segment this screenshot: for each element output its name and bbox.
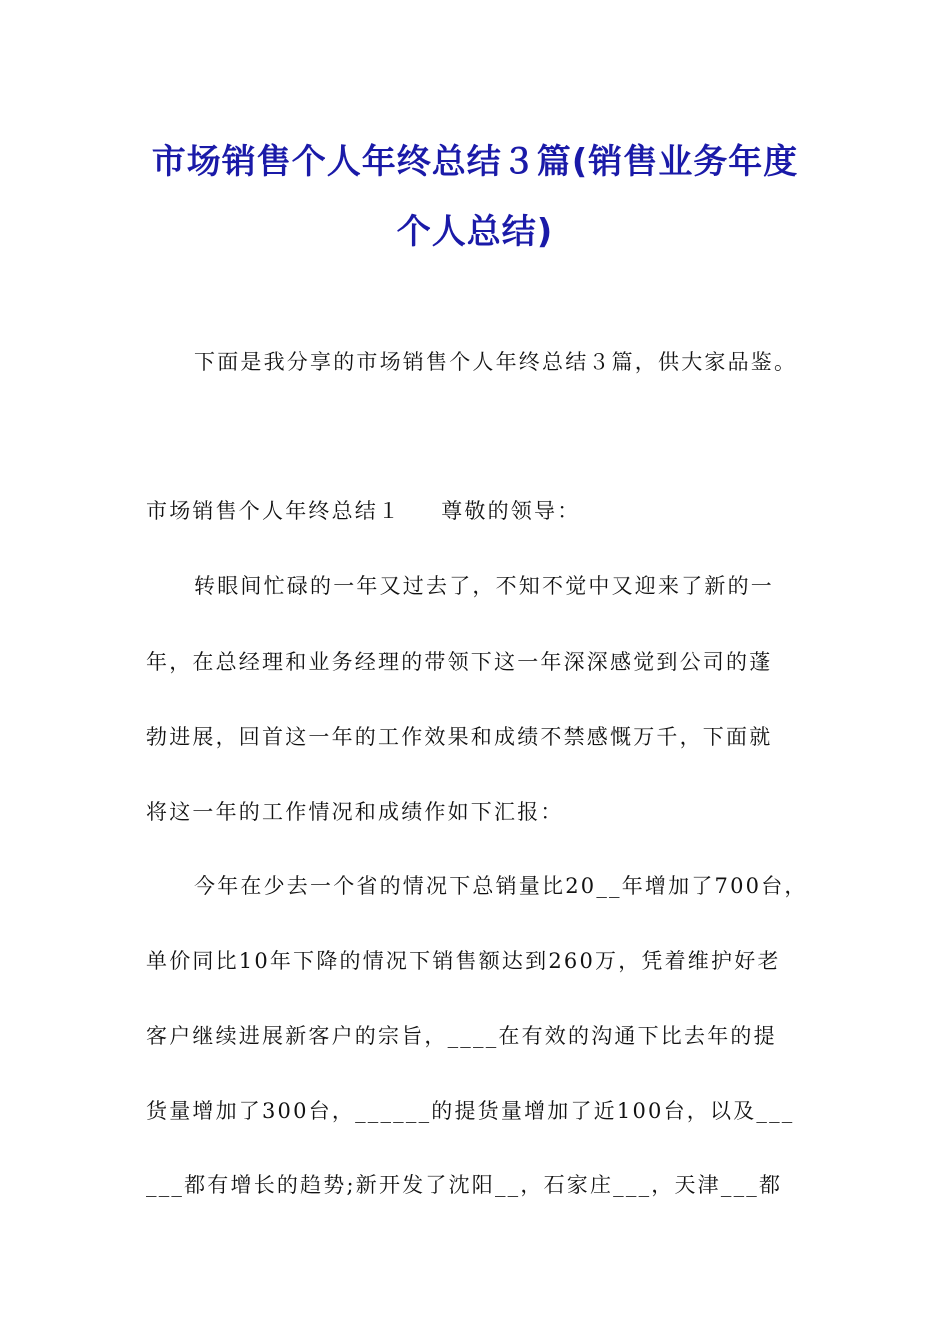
body-line-2: 年，在总经理和业务经理的带领下这一年深深感觉到公司的蓬 [146,650,773,674]
body-line-9: ___都有增长的趋势;新开发了沈阳__，石家庄___，天津___都 [146,1173,783,1197]
body-line-4: 将这一年的工作情况和成绩作如下汇报： [146,800,564,824]
section-1-heading: 市场销售个人年终总结１ [146,499,402,523]
document-title-line-1: 市场销售个人年终总结３篇(销售业务年度 [151,142,799,182]
salutation: 尊敬的领导： [441,499,581,523]
document-title-line-2: 个人总结) [396,212,554,252]
body-line-3: 勃进展，回首这一年的工作效果和成绩不禁感慨万千，下面就 [146,725,773,749]
body-line-5: 今年在少去一个省的情况下总销量比20__年增加了700台， [194,874,808,898]
body-line-8: 货量增加了300台，______的提货量增加了近100台，以及___ [146,1099,795,1123]
body-line-1: 转眼间忙碌的一年又过去了，不知不觉中又迎来了新的一 [194,574,774,598]
intro-paragraph: 下面是我分享的市场销售个人年终总结３篇，供大家品鉴。 [194,350,798,374]
section-heading-row [146,495,580,525]
body-line-7: 客户继续进展新客户的宗旨，____在有效的沟通下比去年的提 [146,1024,777,1048]
body-line-6: 单价同比10年下降的情况下销售额达到260万，凭着维护好老 [146,949,781,973]
